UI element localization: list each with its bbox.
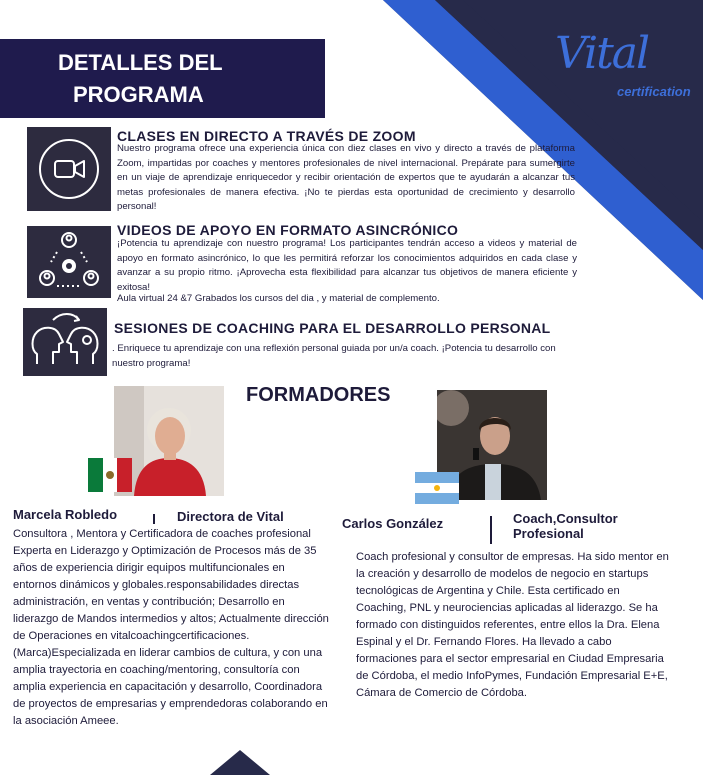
mexico-flag-icon [88, 458, 132, 492]
logo-text: Vital [555, 28, 649, 79]
trainer-role-carlos-line2: Profesional [513, 526, 584, 541]
section-title-videos: VIDEOS DE APOYO EN FORMATO ASINCRÓNICO [117, 222, 459, 238]
team-network-icon [27, 226, 111, 298]
title-line-1: DETALLES DEL [58, 50, 223, 75]
trainer-name-marcela: Marcela Robledo [13, 507, 118, 522]
section-title-coaching: SESIONES DE COACHING PARA EL DESARROLLO PERSONAL [114, 320, 551, 336]
bio-text: Consultora , Mentora y Certificadora de coaches profesional Experta en Liderazgo y Optimización de Procesos más de 35 años de experiencia dirigir equipos multifuncionales en entornos dinámicos y globales.responsabilidades directas administración, en ventas y contribución; Desarrollo en liderazgo de Mandos intermedios y altos; Actualmente dirección de Operaciones en vitalcoachingcertificaciones. (Marca)Especializada en liderar cambios de cultura, y con una amplia trayectoria en coaching/mentoring, consultoría con amplia experiencia en capacitación y desarrollo, Coordinadora de proyectos de empresarias y emprendedoras colaborando en la asociación Ameee. [13, 528, 329, 727]
program-title [0, 39, 325, 118]
name-separator [490, 516, 492, 544]
section-text-videos: ¡Potencia tu aprendizaje con nuestro programa! Los participantes tendrán acceso a videos y material de apoyo en formato asincrónico, lo que les permitirá reforzar los conocimientos adquiridos en cada clase y avanzar a su propio ritmo. ¡Aprovecha esta flexibilidad para alcanzar tus objetivos de manera eficiente y exitosa! [117, 238, 577, 293]
section-text-coaching: . Enriquece tu aprendizaje con una reflexión personal guiada por un/a coach. ¡Potencia tu desarrollo con nuestro programa! [112, 343, 556, 369]
name-separator [153, 514, 155, 524]
bottom-triangle-decoration [210, 750, 270, 775]
section-text-zoom: Nuestro programa ofrece una experiencia única con diez clases en vivo y directo a través de plataforma Zoom, impartidas por coaches y mentores profesionales de nivel internacional. Prepárate para sumergirte en un viaje de aprendizaje enriquecedor y recibir orientación de expertos que te ayudarán a alcanzar tus metas profesionales de manera efectiva. ¡No te pierdas esta oportunidad de crecimiento y desarrollo personal! [117, 143, 575, 213]
argentina-flag-icon [415, 472, 459, 504]
trainer-bio-marcela [13, 526, 331, 730]
vital-logo [555, 28, 700, 108]
coaching-heads-icon [23, 308, 107, 376]
trainer-name-carlos: Carlos González [342, 516, 444, 531]
trainer-bio-carlos [356, 549, 672, 702]
section-title-zoom: CLASES EN DIRECTO A TRAVÉS DE ZOOM [117, 128, 416, 144]
trainer-role-marcela: Directora de Vital [177, 509, 284, 524]
title-line-2: PROGRAMA [73, 82, 204, 107]
video-camera-icon [27, 127, 111, 211]
formadores-heading: FORMADORES [246, 384, 391, 406]
trainer-role-carlos-line1: Coach,Consultor [513, 511, 618, 526]
bio-text: Coach profesional y consultor de empresas. Ha sido mentor en la creación y desarrollo de modelos de negocio en startups tecnológicas de Argentina y Chile. Esta certificado en Coaching, PNL y neurociencias aplicadas al liderazgo. Se ha formado con distinguidos referentes, entre ellos la Dra. Elena Espinal y el Dr. Fernando Flores. Ha llevado a cabo formaciones para el sector empresarial en Ciudad Empresaria de Córdoba, el medio InfoPymes, Fundación Empresarial E+E, Cámara de Comercio de Córdoba. [356, 551, 669, 699]
logo-subtext: certification [617, 84, 691, 99]
section-extra-videos: Aula virtual 24 &7 Grabados los cursos del dia , y material de complemento. [117, 293, 440, 304]
